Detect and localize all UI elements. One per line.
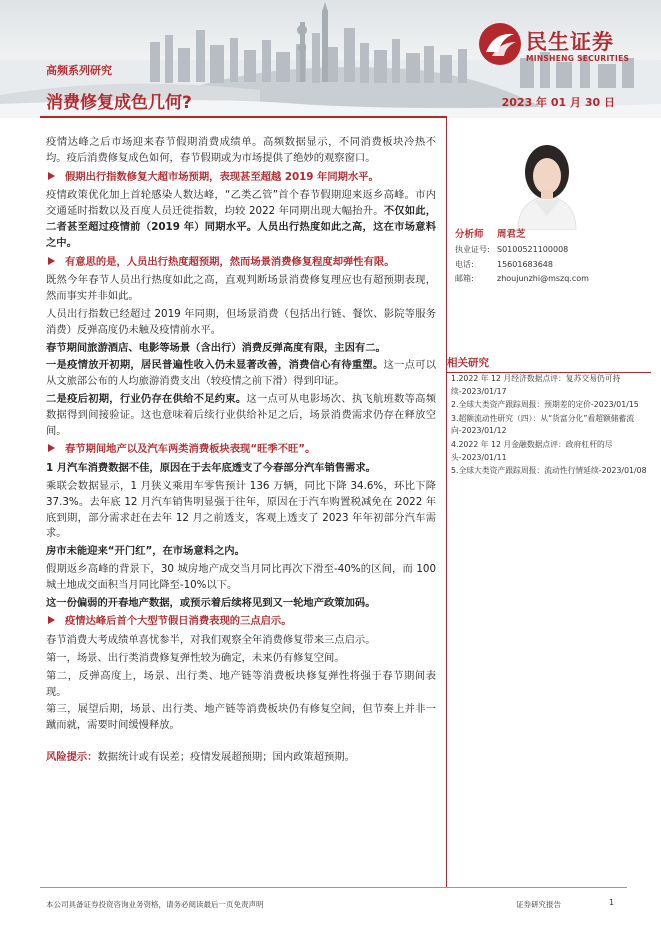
paragraph: 既然今年春节人员出行热度如此之高，直观判断场景消费修复理应也有超预期表现，然而事实并非如此。 — [46, 274, 436, 303]
paragraph-bold: 一是疫情放开初期，居民普遍性收入仍未显著改善，消费信心有待重塑。 — [46, 359, 384, 372]
paragraph-text: 这一点可以从文旅部公布的人均旅游消费支出（较疫情之前下滑）得到印证。 — [46, 359, 437, 388]
email-label: 邮箱: — [455, 274, 474, 284]
paragraph: 春节消费大考成绩单喜忧参半，对我们观察全年消费修复带来三点启示。 — [46, 634, 376, 647]
paragraph-bold: 二是疫后初期，行业仍存在供给不足约束。 — [46, 392, 247, 405]
paragraph: 第一，场景、出行类消费修复弹性较为确定，未来仍有修复空间。 — [46, 651, 345, 664]
highlight-heading — [46, 170, 436, 186]
analyst-name-row — [455, 228, 655, 243]
series-label: 高频系列研究 — [46, 64, 112, 77]
related-research-item[interactable]: 1.2022 年 12 月经济数据点评：复苏交易仍可持续-2023/01/17 — [451, 374, 621, 396]
related-research-item[interactable]: 3.超额流动性研究（四）：从“货富分化”看超额储蓄流向-2023/01/12 — [451, 413, 635, 436]
analyst-email-row — [455, 272, 655, 287]
phone-value: 15601683648 — [497, 259, 553, 269]
risk-warning — [46, 750, 436, 766]
triangle-bullet-icon — [48, 172, 55, 180]
logo-text-cn: 民生证券 — [526, 30, 614, 54]
paragraph: 第三，展望后期，场景、出行类、地产链等消费板块仍有修复空间，但节奏上并非一蹴而就，需要时间缓慢释放。 — [46, 703, 436, 732]
header-banner — [0, 0, 661, 118]
risk-label: 风险提示： — [46, 750, 98, 763]
company-logo — [478, 20, 648, 68]
paragraph — [46, 358, 436, 390]
cert-label: 执业证号: — [455, 244, 490, 254]
title-rule — [40, 116, 446, 118]
footer-rule — [40, 887, 627, 888]
logo-text-en: MINSHENG SECURITIES — [526, 54, 630, 63]
bold-paragraph: 房市未能迎来“开门红”，在市场意料之内。 — [46, 545, 245, 558]
bold-paragraph: 春节期间旅游酒店、电影等场景（含出行）消费反弹高度有限，主因有二。 — [46, 341, 386, 354]
highlight-heading-text: 假期出行指数修复大超市场预期，表现甚至超越 2019 年同期水平。 — [65, 170, 379, 183]
bold-paragraph: 1 月汽车消费数据不佳，原因在于去年底透支了今春部分汽车销售需求。 — [46, 462, 376, 475]
paragraph: 人员出行指数已经超过 2019 年同期，但场景消费（包括出行链、餐饮、影院等服务消费）反弹高度仍未触及疫情前水平。 — [46, 307, 436, 336]
highlight-heading — [46, 442, 436, 458]
risk-text: 数据统计或有误差；疫情发展超预期；国内政策超预期。 — [97, 750, 355, 763]
triangle-bullet-icon — [48, 444, 55, 452]
phone-label: 电话: — [455, 259, 474, 269]
related-research-title: 相关研究 — [447, 355, 651, 373]
highlight-heading — [46, 614, 436, 630]
main-column — [46, 135, 436, 768]
column-divider — [446, 116, 447, 887]
paragraph — [46, 188, 436, 251]
footer-report-type: 证券研究报告 — [516, 900, 561, 909]
related-research-item[interactable]: 4.2022 年 12 月金融数据点评：政府杠杆的尽头-2023/01/11 — [451, 439, 613, 462]
highlight-heading-text: 疫情达峰后首个大型节假日消费表现的三点启示。 — [65, 615, 292, 628]
page-number: 1 — [609, 898, 615, 907]
footer-disclaimer: 本公司具备证券投资咨询业务资格，请务必阅读最后一页免责声明 — [46, 900, 264, 909]
related-research-item[interactable]: 2.全球大类资产跟踪周报：预期差的定价-2023/01/15 — [451, 400, 639, 410]
paragraph: 乘联会数据显示，1 月狭义乘用车零售预计 136 万辆，同比下降 34.6%，环比下降 37.3%。去年底 12 月汽车销售明显强于往年，原因在于汽车购置税减免在 2022 年底到期，部分需求赶在去年 12 月之前透支，客观上透支了 2023 年年初部分汽车需求。 — [46, 479, 436, 540]
triangle-bullet-icon — [48, 616, 55, 624]
paragraph: 假期返乡高峰的背景下，30 城房地产成交当月同比再次下滑至-40%的区间，而 100 城土地成交面积当月同比降至-10%以下。 — [46, 562, 436, 591]
paragraph-bold: 不仅如此，二者甚至超过疫情前（2019 年）同期水平。人员出行热度如此之高，这在市场意料之中。 — [46, 205, 437, 249]
paragraph: 第二，反弹高度上，场景、出行类、地产链等消费板块修复弹性将强于春节期间表现。 — [46, 669, 436, 698]
report-title: 消费修复成色几何? — [46, 93, 192, 113]
paragraph — [46, 392, 436, 439]
logo-mark-icon — [478, 22, 522, 66]
analyst-name: 周君芝 — [497, 229, 526, 240]
highlight-heading-text: 春节期间地产以及汽车两类消费板块表现“旺季不旺”。 — [65, 443, 316, 456]
email-value[interactable]: zhoujunzhi@mszq.com — [497, 274, 589, 284]
analyst-info — [455, 228, 655, 287]
analyst-phone-row — [455, 258, 655, 273]
cert-value: S0100521100008 — [497, 244, 569, 254]
highlight-heading-text: 有意思的是，人员出行热度超预期，然而场景消费修复程度却弹性有限。 — [65, 255, 395, 268]
triangle-bullet-icon — [48, 257, 55, 265]
highlight-heading — [46, 255, 436, 271]
bold-paragraph: 这一份偏弱的开春地产数据，或预示着后续将见到又一轮地产政策加码。 — [46, 596, 376, 609]
report-date: 2023 年 01 月 30 日 — [501, 96, 615, 109]
analyst-cert-row — [455, 243, 655, 258]
related-research-list — [451, 373, 651, 479]
analyst-role: 分析师 — [455, 229, 484, 240]
paragraph: 疫情达峰之后市场迎来春节假期消费成绩单。高频数据显示，不同消费板块冷热不均。疫后消费修复成色如何，春节假期或为市场提供了绝妙的观察窗口。 — [46, 136, 436, 164]
analyst-photo — [488, 138, 606, 230]
paragraph-text: 疫情政策优化加上首轮感染人数达峰，“乙类乙管”首个春节假期迎来返乡高峰。市内交通延时指数以及百度人员迁徙指数，均较 2022 年同期出现大幅抬升。 — [46, 189, 436, 218]
paragraph-text: 这一点可从电影场次、执飞航班数等高频数据得到间接验证。这也意味着后续行业供给补足之后，场景消费需求仍存在释放空间。 — [46, 392, 437, 437]
related-research-item[interactable]: 5.全球大类资产跟踪周报：流动性行情延续-2023/01/08 — [451, 466, 647, 476]
